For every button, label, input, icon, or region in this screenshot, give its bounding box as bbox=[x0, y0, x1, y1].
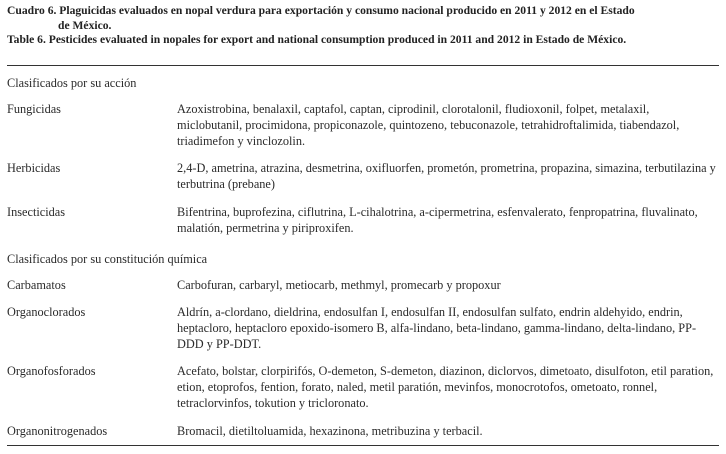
row-value: Aldrín, a-clordano, dieldrina, endosulfan I, endosulfan II, endosulfan sulfato, endrin aldehyido, endrin, heptacloro, heptacloro epoxido-isomero B, alfa-lindano, beta-lindano, gamma-lindano, delta-lindano, PP-DDD y PP-DDT. bbox=[177, 305, 697, 352]
row-label: Insecticidas bbox=[7, 205, 66, 219]
caption-spanish-line1: Cuadro 6. Plaguicidas evaluados en nopal verdura para exportación y consumo nacional producido en 2011 y 2012 en el Estado bbox=[7, 4, 635, 17]
row-label: Herbicidas bbox=[7, 161, 61, 175]
row-label: Carbamatos bbox=[7, 278, 66, 292]
section-heading-action: Clasificados por su acción bbox=[7, 76, 137, 90]
row-value: Carbofuran, carbaryl, metiocarb, methmyl, promecarb y propoxur bbox=[177, 278, 501, 292]
row-value: Bifentrina, buprofezina, ciflutrina, L-cihalotrina, a-cipermetrina, esfenvalerato, fenpropatrina, fluvalinato, malatión, permetrina y piriproxifen. bbox=[177, 205, 698, 236]
row-value: 2,4-D, ametrina, atrazina, desmetrina, oxifluorfen, prometón, prometrina, propazina, simazina, terbutilazina y terbutrina (prebane) bbox=[177, 161, 716, 192]
row-label: Organoclorados bbox=[7, 305, 86, 319]
row-value: Bromacil, dietiltoluamida, hexazinona, metribuzina y terbacil. bbox=[177, 424, 483, 438]
table-caption bbox=[7, 4, 719, 48]
row-label: Fungicidas bbox=[7, 102, 61, 116]
table-top-rule bbox=[7, 65, 719, 66]
row-value: Azoxistrobina, benalaxil, captafol, captan, ciprodinil, clorotalonil, fludioxonil, folpet, metalaxil, miclobutanil, procimidona, propiconazole, quintozeno, tebuconazole, tetrahidroftalimida, tiabendazol, triadimefon y vinclozolin. bbox=[177, 102, 680, 149]
section-heading-chemical: Clasificados por su constitución química bbox=[7, 252, 208, 266]
caption-spanish-line2: de México. bbox=[58, 18, 112, 32]
row-label: Organofosforados bbox=[7, 364, 96, 378]
table-bottom-rule bbox=[7, 445, 719, 446]
row-label: Organonitrogenados bbox=[7, 424, 108, 438]
caption-english: Table 6. Pesticides evaluated in nopales for export and national consumption produced in 2011 and 2012 in Estado de México. bbox=[7, 33, 627, 46]
row-value: Acefato, bolstar, clorpirifós, O-demeton, S-demeton, diazinon, diclorvos, dimetoato, disulfoton, etil paration, etion, etoprofos, fention, forato, naled, metil paratión, mevinfos, monocrotofos, ometoato, ronnel, tetraclorvinfos, tokution y tricloronato. bbox=[177, 364, 714, 411]
